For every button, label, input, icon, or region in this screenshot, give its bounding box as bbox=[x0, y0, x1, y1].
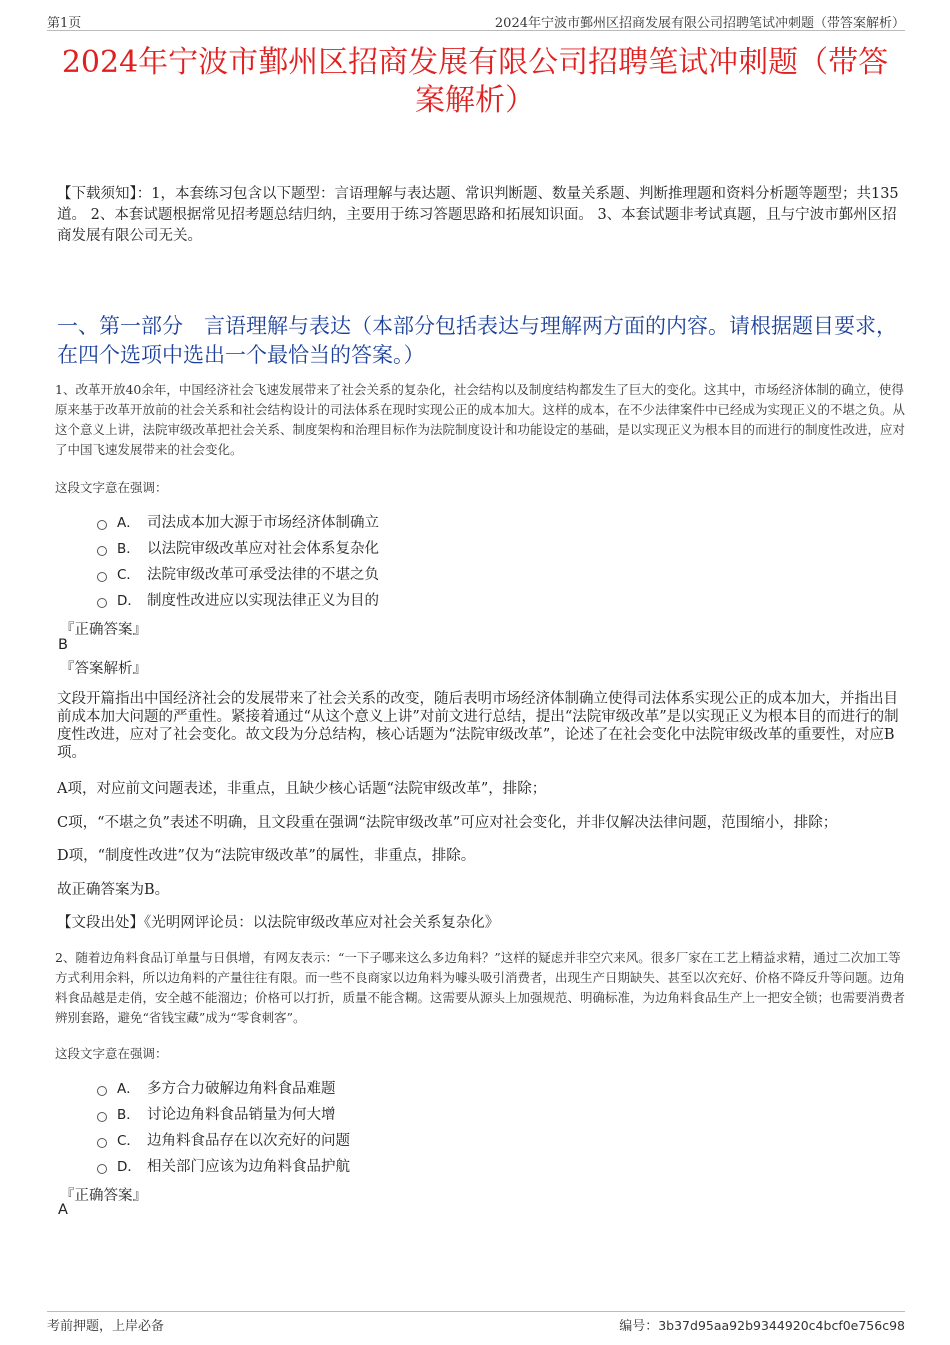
correct-answer-label: 『正确答案』 bbox=[60, 622, 147, 638]
analysis-paragraph: 文段开篇指出中国经济社会的发展带来了社会关系的改变，随后表明市场经济体制确立使得司法体系实现公正的成本加大，并指出目前成本加大问题的严重性。紧接着通过“从这个意义上讲”对前文进行总结，提出“法院审级改革”是以实现正义为根本目的而进行的制度性改进，应对了社会变化。故文段为分总结构，核心话题为“法院审级改革”，论述了在社会变化中法院审级改革的重要性，对应B项。 bbox=[57, 691, 899, 761]
question-1-text: 1、改革开放40余年，中国经济社会飞速发展带来了社会关系的复杂化，社会结构以及制度结构都发生了巨大的变化。这其中，市场经济体制的确立，使得原来基于改革开放前的社会关系和社会结构设计的司法体系在现时实现公正的成本加大。这样的成本，在不少法律案件中已经成为实现正义的不堪之负。从这个意义上讲，法院审级改革把社会关系、制度架构和治理目标作为法院制度设计和功能设定的基础，是以实现正义为根本目的而进行的制度性改进，应对了中国飞速发展带来的社会变化。 bbox=[55, 382, 906, 457]
analysis-paragraph: A项，对应前文问题表述，非重点，且缺少核心话题“法院审级改革”，排除； bbox=[57, 781, 547, 797]
analysis-paragraph: 故正确答案为B。 bbox=[57, 882, 170, 898]
question-1-options bbox=[97, 508, 379, 612]
radio-button[interactable] bbox=[97, 1112, 107, 1122]
download-notice: 【下载须知】：1，本套练习包含以下题型：言语理解与表达题、常识判断题、数量关系题、判断推理题和资料分析题等题型；共135道。 2、本套试题根据常见招考题总结归纳，主要用于练习答题思路和拓展知识面。 3、本套试题非考试真题，且与宁波市鄞州区招商发展有限公司无关。 bbox=[57, 186, 899, 244]
option-d[interactable]: D． 制度性改进应以实现法律正义为目的 bbox=[97, 586, 379, 612]
radio-button[interactable] bbox=[97, 520, 107, 530]
radio-button[interactable] bbox=[97, 1138, 107, 1148]
question-2-prompt: 这段文字意在强调： bbox=[55, 1046, 168, 1061]
document-title: 2024年宁波市鄞州区招商发展有限公司招聘笔试冲刺题（带答案解析） bbox=[61, 45, 889, 118]
option-a[interactable]: A． 多方合力破解边角料食品难题 bbox=[97, 1074, 350, 1100]
question-2-options bbox=[97, 1074, 350, 1178]
page-footer bbox=[47, 1311, 905, 1334]
radio-button[interactable] bbox=[97, 598, 107, 608]
section-heading: 一、第一部分 言语理解与表达（本部分包括表达与理解两方面的内容。请根据题目要求，在四个选项中选出一个最恰当的答案。） bbox=[57, 314, 897, 367]
analysis-paragraph: C项，“不堪之负”表述不明确，且文段重在强调“法院审级改革”可应对社会变化，并非仅解决法律问题，范围缩小，排除； bbox=[57, 815, 838, 831]
radio-button[interactable] bbox=[97, 1086, 107, 1096]
option-b[interactable]: B． 以法院审级改革应对社会体系复杂化 bbox=[97, 534, 379, 560]
page-number: 第1页 bbox=[47, 16, 82, 31]
analysis-label: 『答案解析』 bbox=[60, 661, 147, 677]
option-c[interactable]: C． 边角料食品存在以次充好的问题 bbox=[97, 1126, 350, 1152]
page-header bbox=[47, 10, 905, 31]
option-c[interactable]: C． 法院审级改革可承受法律的不堪之负 bbox=[97, 560, 379, 586]
header-doc-title: 2024年宁波市鄞州区招商发展有限公司招聘笔试冲刺题（带答案解析） bbox=[494, 16, 905, 31]
correct-answer: A bbox=[58, 1202, 68, 1218]
question-2-text: 2、随着边角料食品订单量与日俱增，有网友表示：“一下子哪来这么多边角料？”这样的疑虑并非空穴来风。很多厂家在工艺上精益求精，通过二次加工等方式利用余料，所以边角料的产量往往有限。而一些不良商家以边角料为噱头吸引消费者，出现生产日期缺失、甚至以次充好、价格不降反升等问题。边角料食品越是走俏，安全越不能溜边；价格可以打折，质量不能含糊。这需要从源头上加强规范、明确标准，为边角料食品生产上一把安全锁；也需要消费者辨别套路，避免“省钱宝藏”成为“零食刺客”。 bbox=[55, 950, 906, 1025]
option-b[interactable]: B． 讨论边角料食品销量为何大增 bbox=[97, 1100, 350, 1126]
option-d[interactable]: D． 相关部门应该为边角料食品护航 bbox=[97, 1152, 350, 1178]
question-1-prompt: 这段文字意在强调： bbox=[55, 480, 168, 495]
correct-answer: B bbox=[58, 637, 68, 653]
analysis-paragraph: D项，“制度性改进”仅为“法院审级改革”的属性，非重点，排除。 bbox=[57, 848, 476, 864]
radio-button[interactable] bbox=[97, 1164, 107, 1174]
radio-button[interactable] bbox=[97, 572, 107, 582]
correct-answer-label: 『正确答案』 bbox=[60, 1188, 147, 1204]
passage-source: 【文段出处】《光明网评论员：以法院审级改革应对社会关系复杂化》 bbox=[57, 915, 500, 931]
footer-code: 编号：3b37d95aa92b9344920c4bcf0e756c98 bbox=[619, 1318, 905, 1334]
radio-button[interactable] bbox=[97, 546, 107, 556]
option-a[interactable]: A． 司法成本加大源于市场经济体制确立 bbox=[97, 508, 379, 534]
footer-slogan: 考前押题，上岸必备 bbox=[47, 1319, 165, 1334]
